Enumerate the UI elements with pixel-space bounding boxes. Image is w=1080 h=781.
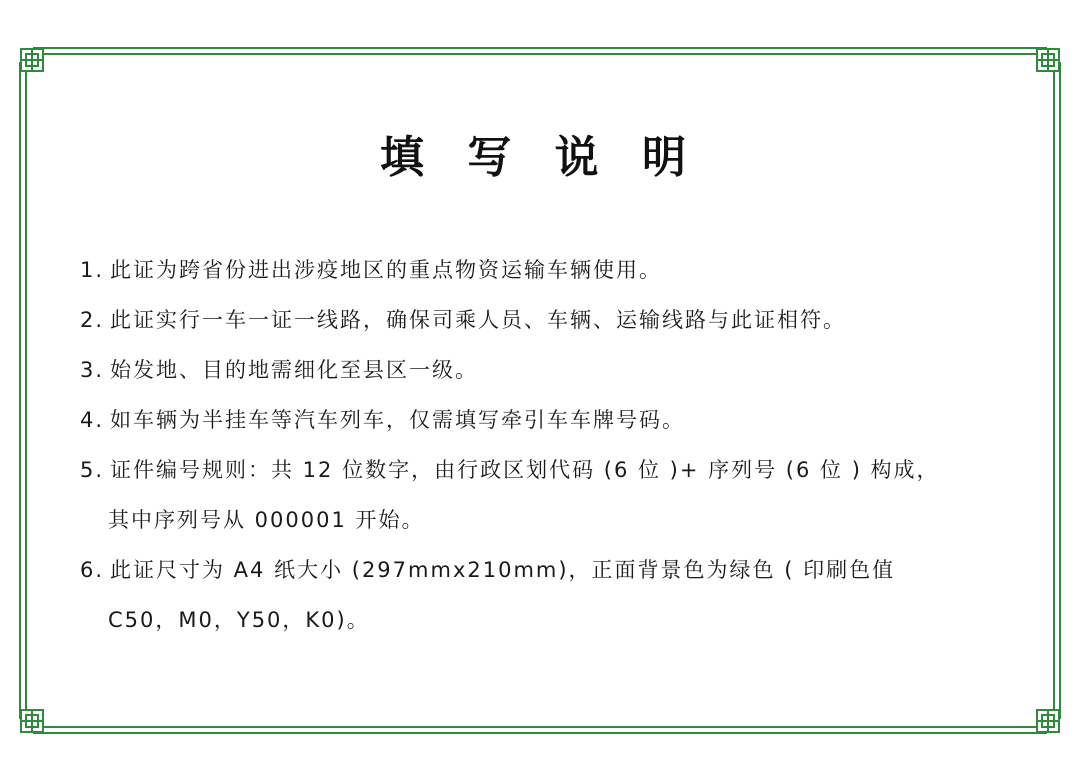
item-number: 2. bbox=[80, 308, 105, 332]
corner-ornament-bottom-left bbox=[20, 709, 44, 733]
item-text: 此证实行一车一证一线路，确保司乘人员、车辆、运输线路与此证相符。 bbox=[110, 308, 846, 332]
item-number: 3. bbox=[80, 358, 105, 382]
item-text: 此证为跨省份进出涉疫地区的重点物资运输车辆使用。 bbox=[110, 258, 662, 282]
item-continuation: 其中序列号从 000001 开始。 bbox=[108, 508, 425, 532]
list-item bbox=[80, 295, 1020, 345]
item-number: 4. bbox=[80, 408, 105, 432]
corner-ornament-top-left bbox=[20, 48, 44, 72]
item-text: 如车辆为半挂车等汽车列车，仅需填写牵引车车牌号码。 bbox=[110, 408, 685, 432]
item-number: 5. bbox=[80, 458, 105, 482]
list-item bbox=[80, 345, 1020, 395]
corner-ornament-top-right bbox=[1036, 48, 1060, 72]
instruction-list bbox=[80, 245, 1020, 645]
item-text: 此证尺寸为 A4 纸大小 (297mmx210mm)，正面背景色为绿色 ( 印刷色值 bbox=[110, 558, 896, 582]
item-number: 1. bbox=[80, 258, 105, 282]
item-text: 始发地、目的地需细化至县区一级。 bbox=[110, 358, 478, 382]
item-number: 6. bbox=[80, 558, 105, 582]
corner-ornament-bottom-right bbox=[1036, 709, 1060, 733]
page-title: 填 写 说 明 bbox=[380, 132, 700, 183]
list-item bbox=[80, 545, 1020, 645]
item-continuation: C50，M0，Y50，K0)。 bbox=[108, 608, 370, 632]
item-text: 证件编号规则：共 12 位数字，由行政区划代码 (6 位 )+ 序列号 (6 位 ) 构成， bbox=[110, 458, 940, 482]
list-item bbox=[80, 445, 1020, 545]
list-item bbox=[80, 245, 1020, 295]
list-item bbox=[80, 395, 1020, 445]
